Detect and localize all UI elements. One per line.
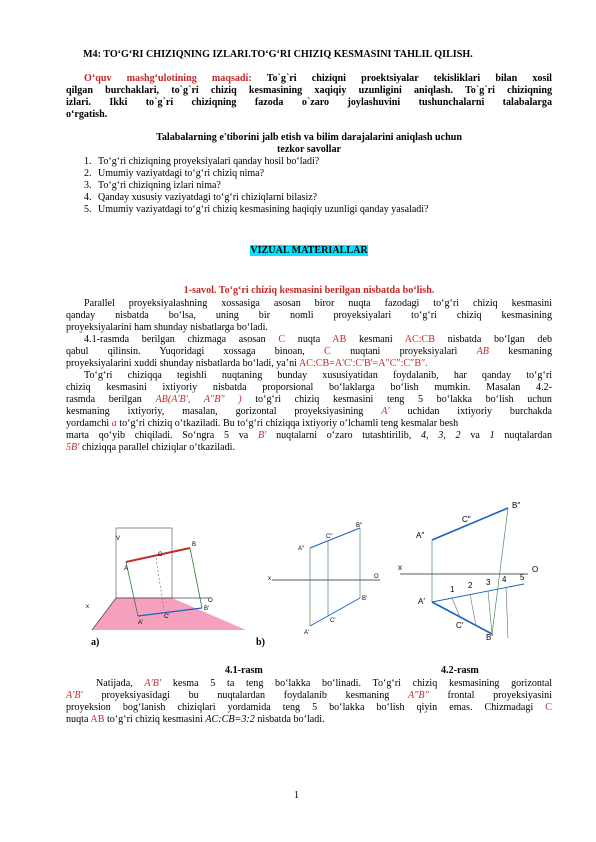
svg-text:B′: B′	[362, 596, 368, 602]
goal-line-2: qilgan burchaklari, to`g`ri chiziq kesmasining xaqiqiy uzunligini aniqlash. To`g`ri chiziqning	[66, 85, 552, 96]
svg-text:x: x	[268, 576, 271, 582]
body-line: chiziq kesmasini ixtiyoriy nisbatda proporsional bo‘laklarga bo‘lish mumkin. Masalan 4.2-	[66, 382, 552, 393]
body-line: proyeksion bog‘lanish chiziqlari yordamida teng 5 bo‘lakka bo‘lish qiyin emas. Chizmadagi C	[66, 702, 552, 713]
page-title: M4: TO‘G‘RI CHIZIQNING IZLARI.TO‘G‘RI CHIZIQ KESMASINI TAHLIL QILISH.	[83, 49, 473, 60]
svg-text:3: 3	[486, 578, 491, 587]
svg-text:x: x	[86, 604, 89, 610]
goal-label: O‘quv mashg‘ulotining maqsadi:	[84, 73, 252, 84]
page-number: 1	[294, 790, 300, 801]
svg-text:A′: A′	[304, 630, 310, 636]
body-line: qabul qilinsin. Yuqoridagi xossaga binoan, C nuqtani proyeksiyalari AB kesmaning	[66, 346, 552, 357]
svg-text:x: x	[398, 563, 402, 572]
svg-text:B″: B″	[512, 501, 521, 510]
figure-label-b: b)	[256, 637, 265, 648]
body-line: marta qo‘yib chiqiladi. So‘ngra 5 va B′ nuqtalarni o‘zaro tutashtirilib, 4, 3, 2 va 1 nuqtalardan	[66, 430, 552, 441]
goal-line-4: o‘rgatish.	[66, 109, 108, 120]
visual-materials-heading: VIZUAL MATERIALLAR	[250, 245, 368, 256]
svg-text:A″: A″	[416, 531, 425, 540]
svg-text:A″: A″	[298, 546, 305, 552]
question-item: 3. To‘g‘ri chiziqning izlari nima?	[84, 180, 221, 191]
svg-text:B′: B′	[486, 633, 493, 642]
caption-4-1: 4.1-rasm	[225, 665, 263, 676]
body-line: yordamchi a to‘g‘ri chiziq o‘tkaziladi. Bu to‘g‘ri chiziqqa ixtiyoriy o‘lchamli teng kesmalar besh	[66, 418, 459, 429]
body-line: A′B′ proyeksiyasidagi bu nuqtalardan foydalanib kesmaning A″B″ frontal proyeksiyasini	[66, 690, 552, 701]
svg-text:B″: B″	[356, 523, 363, 529]
svg-text:1: 1	[450, 585, 455, 594]
figure-4-1a	[86, 522, 254, 640]
body-line: proyeksiyalarini ham shunday nisbatlarga bo‘ladi.	[66, 322, 268, 333]
svg-text:B′: B′	[204, 606, 210, 612]
body-line: To‘g‘ri chiziqqa tegishli nuqtaning bunday xususiyatidan foydalanib, har qanday to‘g‘ri	[84, 370, 552, 381]
svg-text:A′: A′	[418, 597, 425, 606]
question-item: 5. Umumiy vaziyatdagi to‘g‘ri chiziq kesmasining haqiqiy uzunligi qanday yasaladi?	[84, 204, 429, 215]
goal-line-3: izlari. Ikki to`g`ri chiziqning fazoda o`zaro joylashuvini tushunchalarni talabalarga	[66, 97, 552, 108]
svg-text:B: B	[192, 542, 197, 548]
svg-text:O: O	[532, 565, 539, 574]
figure-label-a: a)	[91, 637, 100, 648]
body-line: proyeksiyalarini xuddi shunday nisbatlarda bo‘ladi, ya’ni AC:CB=A'C':C'B'=A″C″:C″B″.	[66, 358, 428, 369]
svg-text:A′: A′	[138, 620, 144, 626]
svg-text:C′: C′	[330, 618, 336, 624]
body-line: nuqta AB to‘g‘ri chiziq kesmasini AC:CB=3:2 nisbatda bo‘ladi.	[66, 714, 325, 725]
svg-text:O: O	[374, 574, 379, 580]
figure-4-2	[396, 500, 546, 642]
body-line: Natijada, A′B′ kesma 5 ta teng bo‘lakka bo‘linadi. To‘g‘ri chiziq kesmasining gorizontal	[96, 678, 553, 689]
question-item: 1. To‘g‘ri chiziqning proyeksiyalari qanday hosil bo‘ladi?	[84, 156, 320, 167]
svg-text:5: 5	[520, 573, 525, 582]
question-item: 4. Qanday xususiy vaziyatdagi to‘g‘ri chiziqlarni bilasiz?	[84, 192, 318, 203]
question-item: 2. Umumiy vaziyatdagi to‘g‘ri chiziq nima?	[84, 168, 265, 179]
svg-text:2: 2	[468, 581, 473, 590]
svg-text:C″: C″	[326, 534, 333, 540]
section-title: 1-savol. To‘g‘ri chiziq kesmasini berilgan nisbatda bo‘lish.	[183, 285, 435, 296]
body-line: qanday nisbatda bo‘lsa, uning bir nomli proyeksiyalari to‘g‘ri chiziq kesmasining	[66, 310, 552, 321]
figure-4-1b	[268, 522, 386, 638]
goal-line-1: O‘quv mashg‘ulotining maqsadi: To`g`ri chiziqni proektsiyalar tekisliklari bilan xosil	[84, 73, 552, 84]
body-line: rasmda berilgan AB(A'B′, A″B″ ) to‘g‘ri chiziq kesmasini teng 5 bo‘lakka bo‘lish uchun	[66, 394, 552, 405]
questions-subheading: tezkor savollar	[276, 144, 341, 155]
svg-text:C′: C′	[456, 621, 464, 630]
svg-text:O: O	[208, 598, 213, 604]
svg-text:C″: C″	[462, 515, 471, 524]
body-line: 4.1-rasmda berilgan chizmaga asosan C nuqta AB kesmani AC:CB nisbatda bo‘lgan deb	[84, 334, 553, 345]
svg-text:C: C	[158, 552, 163, 558]
questions-heading: Talabalarning e'tiborini jalb etish va bilim darajalarini aniqlash uchun	[156, 132, 462, 143]
svg-text:C′: C′	[164, 614, 170, 620]
body-line: 5B′ chiziqqa parallel chiziqlar o‘tkaziladi.	[66, 442, 235, 453]
fig-label-V: V	[116, 536, 121, 542]
svg-text:A: A	[124, 566, 129, 572]
svg-text:4: 4	[502, 575, 507, 584]
body-line: kesmaning ixtiyoriy, masalan, gorizontal proyeksiyasining A′ uchidan ixtiyoriy burchakda	[66, 406, 552, 417]
body-line: Parallel proyeksiyalashning xossasiga asosan biror nuqta fazodagi to‘g‘ri chiziq kesmasini	[84, 298, 552, 309]
caption-4-2: 4.2-rasm	[441, 665, 479, 676]
